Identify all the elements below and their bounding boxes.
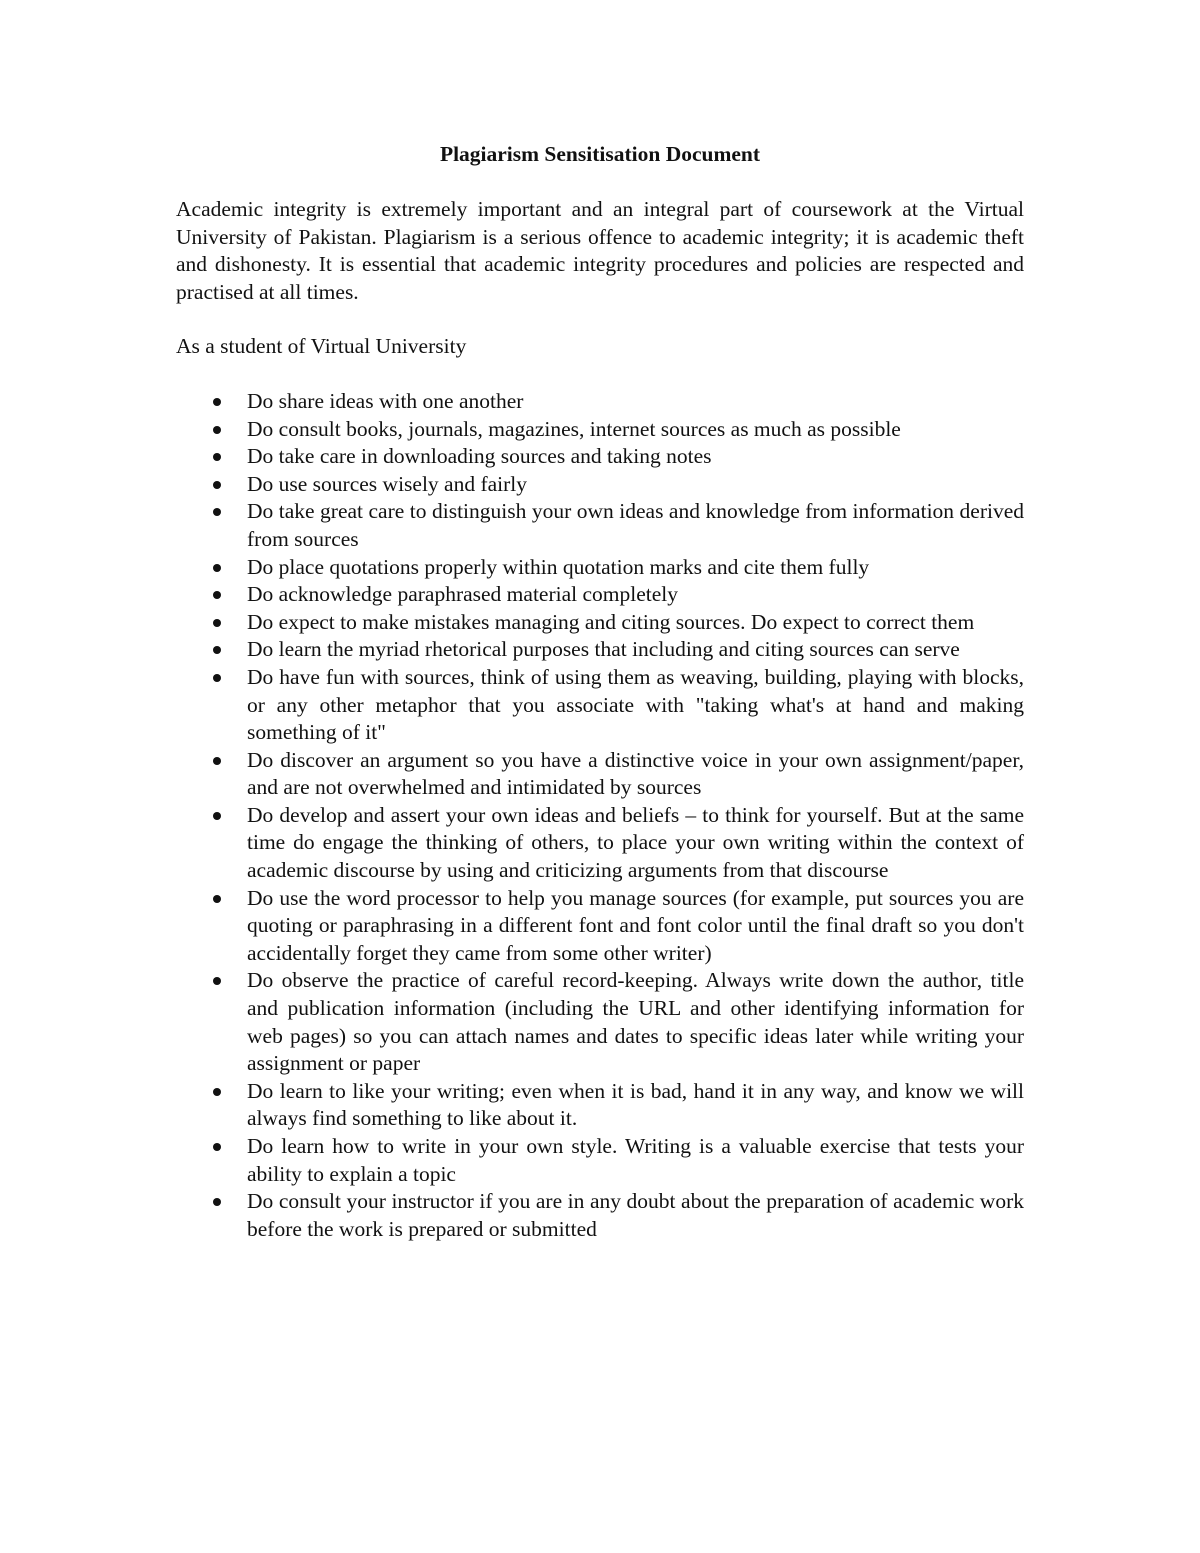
bullet-icon xyxy=(213,481,221,489)
list-item xyxy=(176,443,1024,471)
list-item xyxy=(176,967,1024,1077)
list-item-text: Do learn the myriad rhetorical purposes that including and citing sources can serve xyxy=(247,637,960,662)
list-item-text: Do consult books, journals, magazines, internet sources as much as possible xyxy=(247,416,901,441)
list-item xyxy=(176,388,1024,416)
list-item xyxy=(176,554,1024,582)
list-item-text: Do discover an argument so you have a distinctive voice in your own assignment/paper, and are not overwhelmed and intimidated by sources xyxy=(247,747,1024,800)
list-item xyxy=(176,1188,1024,1243)
bullet-icon xyxy=(213,812,221,820)
intro-paragraph: Academic integrity is extremely important and an integral part of coursework at the Virtual University of Pakistan. Plagiarism is a serious offence to academic integrity; it is academic theft and dishonesty. It is essential that academic integrity procedures and policies are respected and practised at all times. xyxy=(176,197,1024,304)
bullet-icon xyxy=(213,1143,221,1151)
list-item xyxy=(176,471,1024,499)
bullet-icon xyxy=(213,977,221,985)
bullet-icon xyxy=(213,398,221,406)
list-item xyxy=(176,747,1024,802)
bullet-icon xyxy=(213,1198,221,1206)
list-item-text: Do place quotations properly within quotation marks and cite them fully xyxy=(247,554,870,579)
list-item-text: Do take great care to distinguish your own ideas and knowledge from information derived from sources xyxy=(247,499,1024,551)
list-item-text: Do take care in downloading sources and taking notes xyxy=(247,444,712,469)
list-item-text: Do use the word processor to help you manage sources (for example, put sources you are quoting or paraphrasing in a different font and font color until the final draft so you don't accidentally forget they came from some other writer) xyxy=(247,885,1024,965)
list-item xyxy=(176,885,1024,968)
list-item-text: Do develop and assert your own ideas and beliefs – to think for yourself. But at the same time do engage the thinking of others, to place your own writing within the context of academic discourse by using and criticizing arguments from that discourse xyxy=(247,802,1024,883)
list-item-text: Do expect to make mistakes managing and citing sources. Do expect to correct them xyxy=(247,609,975,634)
bullet-icon xyxy=(213,895,221,903)
bullet-icon xyxy=(213,453,221,461)
bullet-icon xyxy=(213,619,221,627)
list-item xyxy=(176,609,1024,637)
lead-sentence: As a student of Virtual University xyxy=(176,334,467,359)
list-item xyxy=(176,636,1024,664)
list-item xyxy=(176,1078,1024,1133)
bullet-icon xyxy=(213,674,221,682)
bullet-icon xyxy=(213,646,221,654)
list-item xyxy=(176,802,1024,885)
list-item-text: Do consult your instructor if you are in any doubt about the preparation of academic work before the work is prepared or submitted xyxy=(247,1189,1024,1241)
bullet-icon xyxy=(213,757,221,765)
list-item xyxy=(176,416,1024,444)
bullet-icon xyxy=(213,508,221,516)
list-item-text: Do learn to like your writing; even when it is bad, hand it in any way, and know we will always find something to like about it. xyxy=(247,1078,1024,1131)
document-page xyxy=(176,140,1024,1243)
document-title: Plagiarism Sensitisation Document xyxy=(439,142,761,166)
list-item-text: Do share ideas with one another xyxy=(247,388,524,413)
list-item xyxy=(176,498,1024,553)
list-item-text: Do acknowledge paraphrased material completely xyxy=(247,582,679,607)
list-item-text: Do observe the practice of careful record-keeping. Always write down the author, title and publication information (including the URL and other identifying information for web pages) so you can attach names and dates to specific ideas later while writing your assignment or paper xyxy=(247,968,1024,1076)
list-item-text: Do use sources wisely and fairly xyxy=(247,471,528,496)
guidelines-list xyxy=(176,388,1024,1243)
bullet-icon xyxy=(213,591,221,599)
list-item-text: Do have fun with sources, think of using them as weaving, building, playing with blocks, or any other metaphor that you associate with "taking what's at hand and making something of it" xyxy=(247,664,1024,745)
bullet-icon xyxy=(213,426,221,434)
list-item xyxy=(176,1133,1024,1188)
list-item xyxy=(176,664,1024,747)
bullet-icon xyxy=(213,1088,221,1096)
bullet-icon xyxy=(213,564,221,572)
list-item xyxy=(176,581,1024,609)
list-item-text: Do learn how to write in your own style. Writing is a valuable exercise that tests your ability to explain a topic xyxy=(247,1134,1024,1186)
